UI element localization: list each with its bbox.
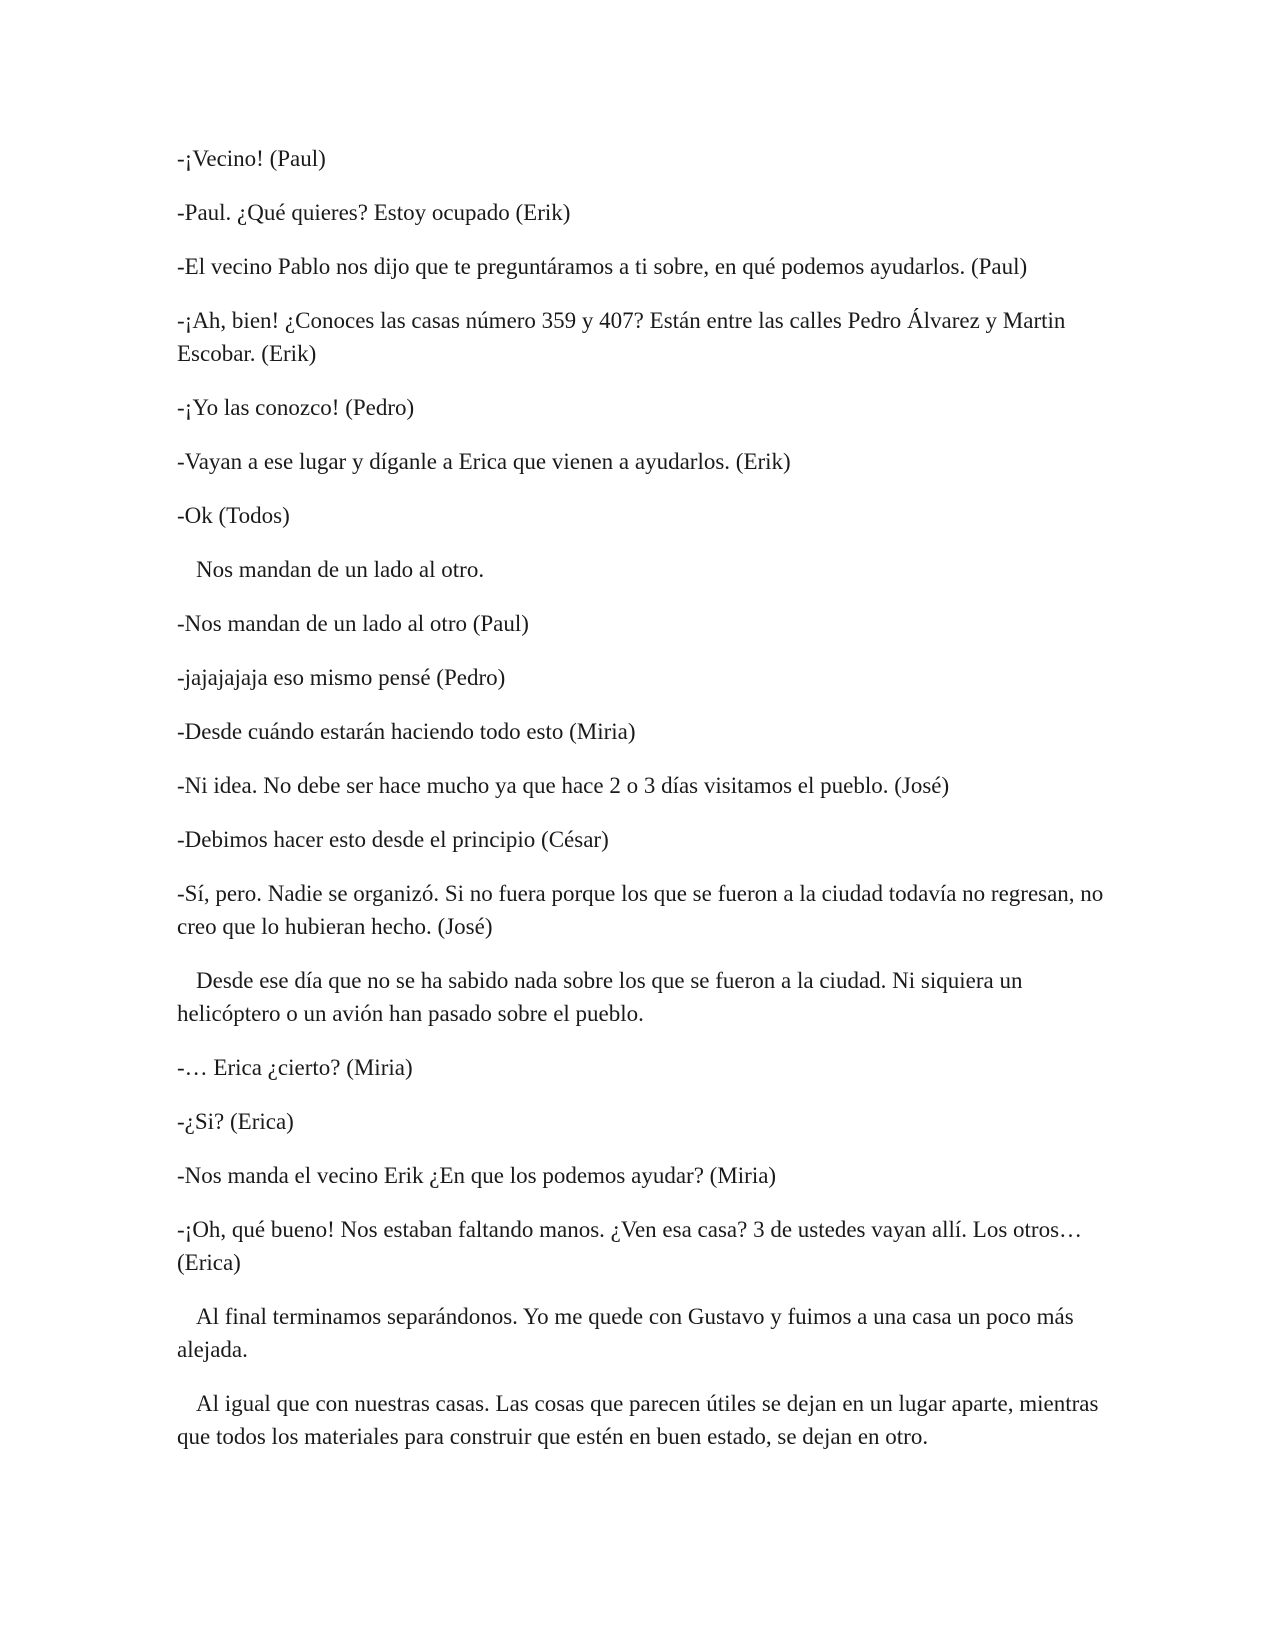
dialogue-line: -Desde cuándo estarán haciendo todo esto (Miria) xyxy=(177,719,636,744)
dialogue-line: -¡Oh, qué bueno! Nos estaban faltando manos. ¿Ven esa casa? 3 de ustedes vayan allí. Los otros… (Erica) xyxy=(177,1217,1083,1275)
dialogue-line: -¿Si? (Erica) xyxy=(177,1109,294,1134)
dialogue-line: -¡Yo las conozco! (Pedro) xyxy=(177,395,415,420)
narrative-paragraph: Al final terminamos separándonos. Yo me quede con Gustavo y fuimos a una casa un poco más alejada. xyxy=(177,1304,1074,1362)
dialogue-line: -Paul. ¿Qué quieres? Estoy ocupado (Erik) xyxy=(177,200,571,225)
dialogue-line: -Nos mandan de un lado al otro (Paul) xyxy=(177,611,529,636)
narrative-paragraph: Al igual que con nuestras casas. Las cosas que parecen útiles se dejan en un lugar aparte, mientras que todos los materiales para construir que estén en buen estado, se dejan en otro. xyxy=(177,1391,1099,1449)
narrative-paragraph: Desde ese día que no se ha sabido nada sobre los que se fueron a la ciudad. Ni siquiera un helicóptero o un avión han pasado sobre el pueblo. xyxy=(177,968,1023,1026)
narrative-paragraph: Nos mandan de un lado al otro. xyxy=(196,557,485,582)
document-body xyxy=(177,142,1107,1474)
dialogue-line: -El vecino Pablo nos dijo que te preguntáramos a ti sobre, en qué podemos ayudarlos. (Paul) xyxy=(177,254,1028,279)
dialogue-line: -Ni idea. No debe ser hace mucho ya que hace 2 o 3 días visitamos el pueblo. (José) xyxy=(177,773,950,798)
dialogue-line: -Nos manda el vecino Erik ¿En que los podemos ayudar? (Miria) xyxy=(177,1163,777,1188)
dialogue-line: -Ok (Todos) xyxy=(177,503,290,528)
dialogue-line: -Sí, pero. Nadie se organizó. Si no fuera porque los que se fueron a la ciudad todavía no regresan, no creo que lo hubieran hecho. (José) xyxy=(177,881,1104,939)
dialogue-line: -Vayan a ese lugar y díganle a Erica que vienen a ayudarlos. (Erik) xyxy=(177,449,791,474)
dialogue-line: -¡Ah, bien! ¿Conoces las casas número 359 y 407? Están entre las calles Pedro Álvarez y Martin Escobar. (Erik) xyxy=(177,308,1066,366)
dialogue-line: -Debimos hacer esto desde el principio (César) xyxy=(177,827,609,852)
dialogue-line: -jajajajaja eso mismo pensé (Pedro) xyxy=(177,665,506,690)
dialogue-line: -… Erica ¿cierto? (Miria) xyxy=(177,1055,413,1080)
dialogue-line: -¡Vecino! (Paul) xyxy=(177,146,326,171)
